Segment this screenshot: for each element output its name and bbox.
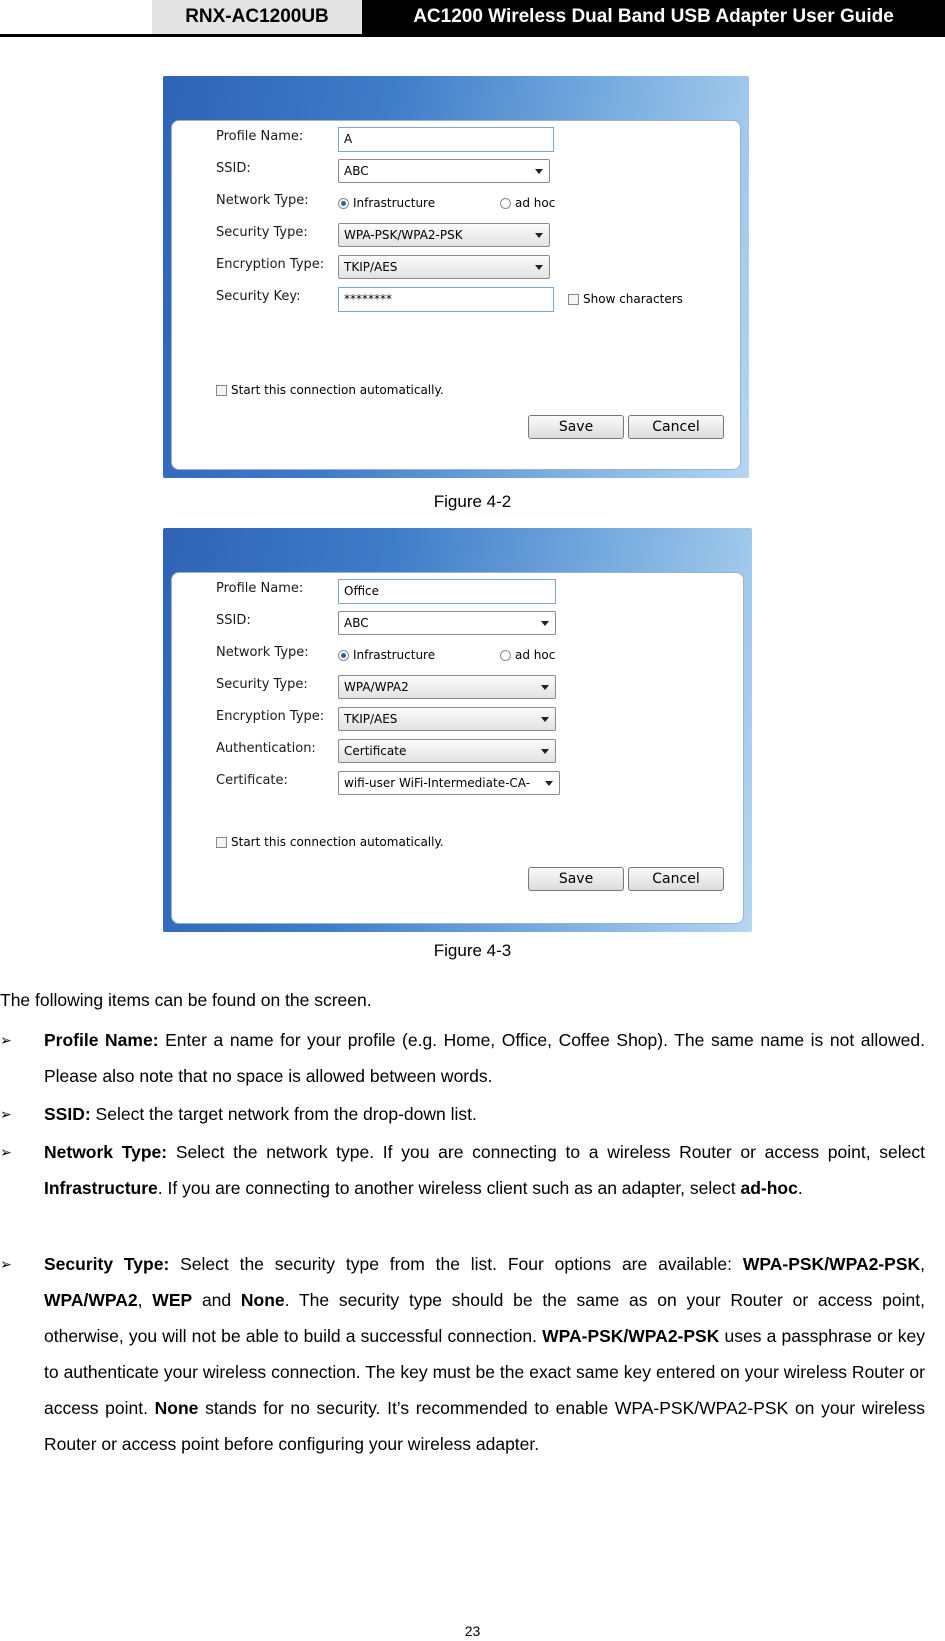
ssid-label: SSID: [216,613,251,628]
header-model: RNX-AC1200UB [152,0,362,34]
opt-none-2: None [154,1398,199,1418]
radio-empty-icon [500,198,511,209]
term-adhoc: ad-hoc [740,1178,798,1198]
profile-name-label: Profile Name: [216,581,304,596]
bullet-network-type [0,1134,925,1206]
sep: , [920,1254,926,1274]
radio-adhoc-label: ad hoc [515,196,556,210]
save-button[interactable]: Save [528,415,624,439]
bullet-arrow-icon: ➢ [0,1106,12,1122]
checkbox-icon [216,837,227,848]
radio-infrastructure-label: Infrastructure [353,196,436,210]
chevron-down-icon [541,621,549,626]
auto-connect-label: Start this connection automatically. [231,383,444,397]
desc-network-1: Select the network type. If you are connecting to a wireless Router or access point, select [167,1142,925,1162]
radio-empty-icon [500,650,511,661]
ssid-dropdown[interactable] [338,159,550,183]
radio-infrastructure[interactable] [338,196,435,210]
desc-security-4: stands for no security. It’s recommended to enable WPA-PSK/WPA2-PSK on your wireless Router or access point before configuring your wireless adapter. [44,1398,926,1454]
profile-name-input[interactable]: Office [338,579,556,604]
security-type-dropdown[interactable] [338,223,550,247]
desc-security-2: . The security type should be the same as on your Router or access point, otherwise, you will not be able to build a successful connection. [44,1290,925,1346]
term-infrastructure: Infrastructure [44,1178,158,1198]
checkbox-icon [568,294,579,305]
desc-network-2: . If you are connecting to another wireless client such as an adapter, select [157,1178,741,1198]
show-characters-checkbox[interactable] [568,292,683,306]
security-type-label: Security Type: [216,225,308,240]
desc-security-1: Select the security type from the list. Four options are available: [169,1254,743,1274]
chevron-down-icon [535,233,543,238]
bullet-security-type [0,1246,925,1462]
ssid-label: SSID: [216,161,251,176]
authentication-value: Certificate [344,744,407,758]
authentication-dropdown[interactable] [338,739,556,763]
ssid-dropdown[interactable] [338,611,556,635]
term-ssid: SSID: [44,1104,91,1124]
authentication-label: Authentication: [216,741,316,756]
cancel-button[interactable]: Cancel [628,867,724,891]
figure-caption: Figure 4-2 [433,492,512,511]
encryption-type-label: Encryption Type: [216,257,325,272]
chevron-down-icon [535,169,543,174]
security-key-label: Security Key: [216,289,301,304]
figure-caption: Figure 4-3 [433,941,512,960]
security-type-label: Security Type: [216,677,308,692]
opt-wpa: WPA/WPA2 [44,1290,138,1310]
page-number: 23 [464,1623,481,1639]
security-type-value: WPA-PSK/WPA2-PSK [344,228,463,242]
checkbox-icon [216,385,227,396]
chevron-down-icon [541,685,549,690]
figure-4-3-dialog [163,528,752,932]
desc-security-3: uses a passphrase or key to authenticate your wireless connection. The key must be the exact same key entered on your wireless Router or access point. [44,1326,925,1418]
radio-adhoc-label: ad hoc [515,648,556,662]
desc-network-3: . [797,1178,803,1198]
network-type-label: Network Type: [216,645,309,660]
radio-adhoc[interactable] [500,196,555,210]
ssid-value: ABC [344,164,369,178]
desc-ssid: Select the target network from the drop-down list. [90,1104,477,1124]
desc-profile-name: Enter a name for your profile (e.g. Home, Office, Coffee Shop). The same name is not allowed. Please also note that no space is allowed between words. [44,1030,925,1086]
certificate-dropdown[interactable] [338,771,560,795]
encryption-type-dropdown[interactable] [338,255,550,279]
radio-adhoc[interactable] [500,648,555,662]
opt-none: None [240,1290,285,1310]
radio-infrastructure-label: Infrastructure [353,648,436,662]
encryption-type-value: TKIP/AES [344,712,398,726]
profile-form-panel [171,120,741,470]
profile-form-panel [171,572,744,924]
profile-name-label: Profile Name: [216,129,304,144]
certificate-label: Certificate: [216,773,288,788]
opt-wpa-psk-2: WPA-PSK/WPA2-PSK [542,1326,720,1346]
encryption-type-label: Encryption Type: [216,709,325,724]
sep: and [192,1290,241,1310]
page-header [0,0,945,36]
bullet-ssid [0,1096,925,1132]
encryption-type-value: TKIP/AES [344,260,398,274]
radio-infrastructure[interactable] [338,648,435,662]
term-security-type: Security Type: [44,1254,170,1274]
cancel-button[interactable]: Cancel [628,415,724,439]
radio-selected-icon [338,198,349,209]
certificate-value: wifi-user WiFi-Intermediate-CA- [344,776,531,790]
header-title: AC1200 Wireless Dual Band USB Adapter User Guide [362,0,945,34]
auto-connect-label: Start this connection automatically. [231,835,444,849]
show-characters-label: Show characters [583,292,683,306]
bullet-profile-name [0,1022,925,1094]
bullet-arrow-icon: ➢ [0,1256,12,1272]
radio-selected-icon [338,650,349,661]
bullet-arrow-icon: ➢ [0,1144,12,1160]
opt-wpa-psk: WPA-PSK/WPA2-PSK [742,1254,921,1274]
network-type-label: Network Type: [216,193,309,208]
chevron-down-icon [541,749,549,754]
figure-4-2-dialog [163,76,749,478]
auto-connect-checkbox[interactable] [216,383,444,397]
security-type-value: WPA/WPA2 [344,680,409,694]
chevron-down-icon [541,717,549,722]
save-button[interactable]: Save [528,867,624,891]
chevron-down-icon [545,781,553,786]
profile-name-input[interactable]: A [338,127,554,152]
encryption-type-dropdown[interactable] [338,707,556,731]
term-network-type: Network Type: [44,1142,168,1162]
opt-wep: WEP [152,1290,193,1310]
ssid-value: ABC [344,616,369,630]
auto-connect-checkbox[interactable] [216,835,444,849]
security-type-dropdown[interactable] [338,675,556,699]
term-profile-name: Profile Name: [44,1030,159,1050]
sep: , [137,1290,153,1310]
header-rule [0,34,945,37]
chevron-down-icon [535,265,543,270]
intro-text: The following items can be found on the screen. [0,990,372,1010]
security-key-input[interactable]: ******** [338,287,554,312]
bullet-arrow-icon: ➢ [0,1032,12,1048]
